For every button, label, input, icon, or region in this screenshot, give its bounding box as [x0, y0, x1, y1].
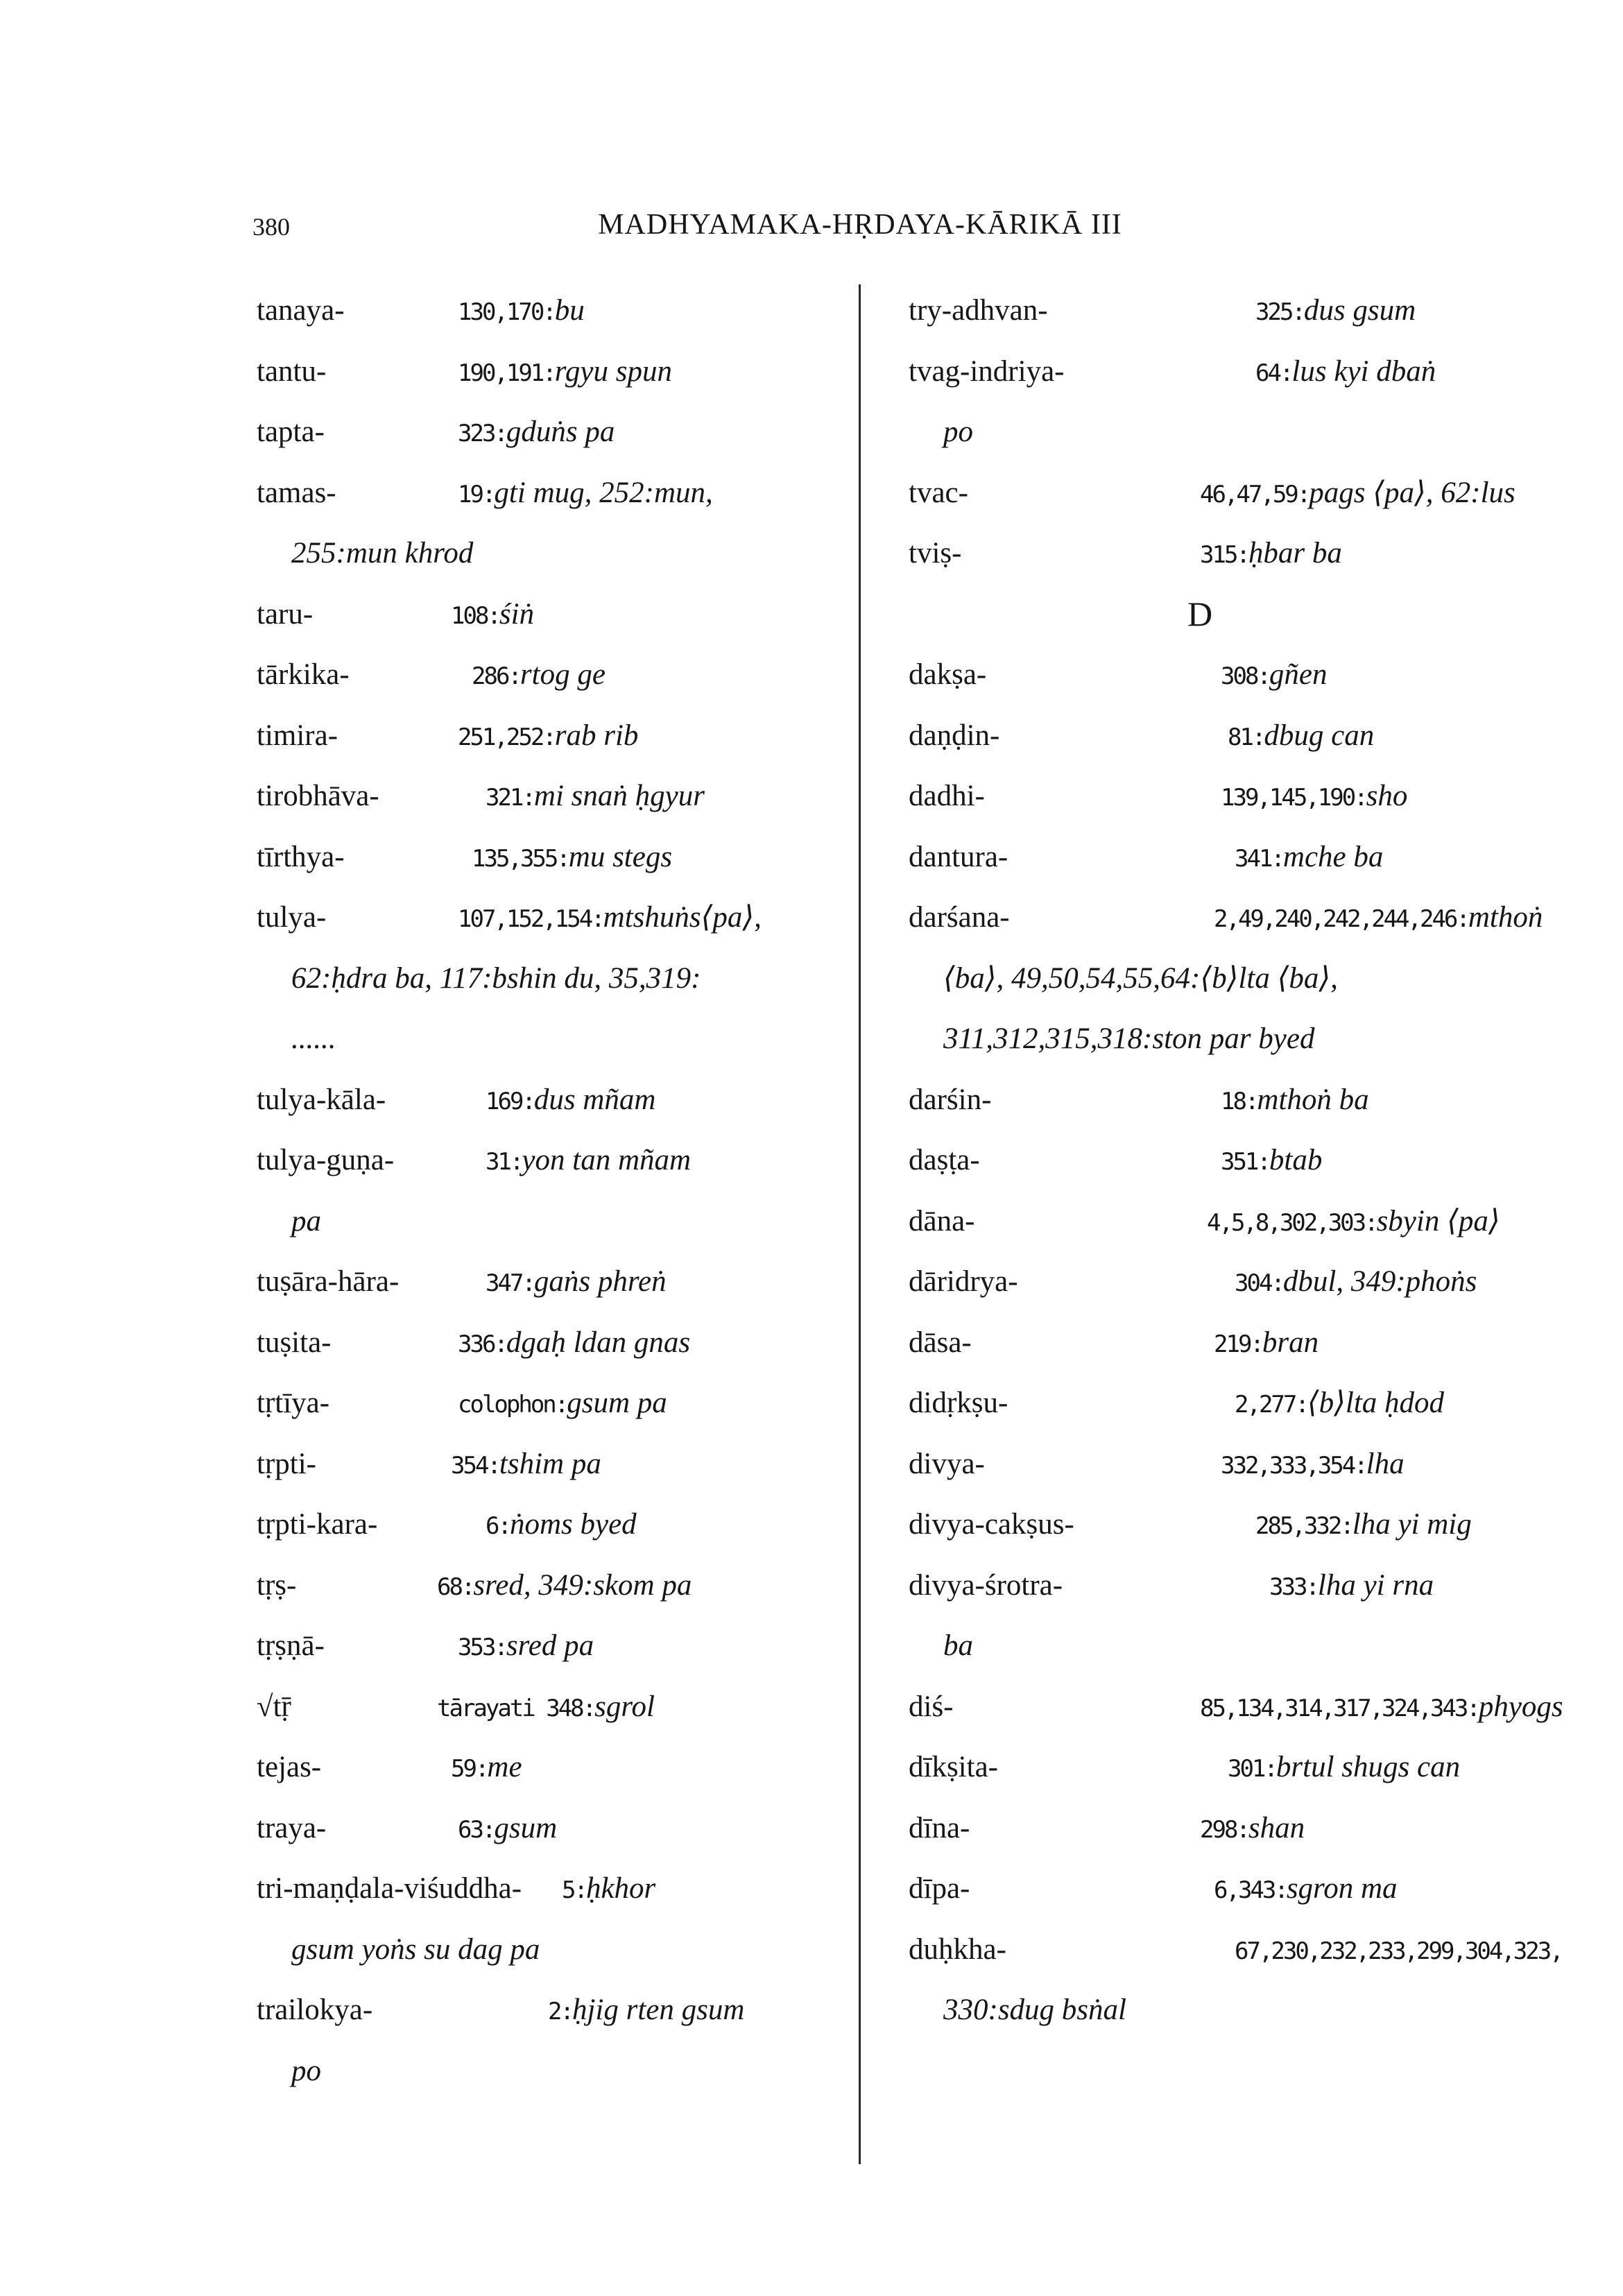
index-entry [902, 1677, 1563, 1738]
tibetan-equivalent: śiṅ [499, 597, 535, 631]
reference-group [451, 1737, 522, 1800]
verse-numbers: 108: [451, 601, 499, 630]
verse-numbers: 139,145,190: [1221, 784, 1366, 812]
entry-continuation [250, 1009, 846, 1070]
index-entry [250, 1312, 846, 1373]
reference-group [458, 1616, 594, 1679]
verse-numbers: 321: [486, 784, 534, 812]
tibetan-equivalent: bu [554, 294, 585, 327]
tibetan-equivalent: ⟨b⟩lta ḥdod [1307, 1387, 1445, 1419]
verse-numbers: tārayati 348: [437, 1694, 595, 1722]
tibetan-equivalent: gsum [494, 1811, 558, 1844]
index-entry [250, 766, 846, 827]
index-entry [250, 584, 846, 645]
index-entry [902, 1555, 1498, 1616]
verse-numbers: 325: [1255, 298, 1304, 326]
tibetan-equivalent: mthoṅ ba [1257, 1083, 1369, 1116]
index-entry [902, 1070, 1498, 1131]
entry-continuation [250, 523, 846, 584]
reference-group [1214, 1312, 1319, 1376]
verse-numbers: 59: [451, 1755, 488, 1783]
verse-numbers: 304: [1235, 1269, 1283, 1297]
verse-numbers: 286: [472, 662, 520, 690]
verse-numbers: 85,134,314,317,324,343: [1200, 1694, 1479, 1722]
tibetan-equivalent: shan [1248, 1811, 1305, 1844]
left-column [250, 280, 846, 2101]
reference-group [1235, 1373, 1444, 1436]
verse-numbers: 19: [458, 480, 495, 508]
sanskrit-term: duḥkha- [909, 1933, 1006, 1966]
index-entry [902, 1434, 1498, 1495]
verse-numbers: 353: [458, 1634, 506, 1661]
verse-numbers: 285,332: [1255, 1512, 1352, 1540]
index-entry [902, 1312, 1498, 1373]
index-entry [250, 1251, 846, 1312]
reference-group [458, 463, 713, 526]
verse-numbers: 63: [458, 1815, 495, 1844]
index-entry [250, 1858, 846, 1919]
reference-group [1221, 644, 1327, 708]
verse-numbers: 107,152,154: [458, 905, 603, 933]
index-entry [902, 1919, 1562, 1980]
index-entry [250, 1070, 846, 1131]
sanskrit-term: traya- [257, 1811, 327, 1844]
tibetan-equivalent: dbul, 349:phoṅs [1282, 1265, 1477, 1298]
tibetan-equivalent: sgron ma [1286, 1872, 1398, 1905]
reference-group [1200, 1798, 1305, 1861]
entry-continuation [250, 1919, 846, 1980]
reference-group [486, 1494, 637, 1557]
index-entry [250, 463, 846, 524]
tibetan-equivalent: rab rib [554, 719, 639, 752]
index-entry [902, 1798, 1498, 1859]
tibetan-equivalent: btab [1269, 1144, 1323, 1176]
tibetan-equivalent: pags ⟨pa⟩, 62:lus [1309, 476, 1515, 509]
sanskrit-term: dakṣa- [909, 658, 987, 691]
verse-numbers: 67,230,232,233,299,304,323, [1235, 1937, 1562, 1965]
reference-group [1255, 1494, 1472, 1557]
tibetan-equivalent: ṅoms byed [509, 1508, 637, 1541]
reference-group [1200, 1677, 1563, 1740]
sanskrit-term: tejas- [257, 1751, 322, 1783]
sanskrit-term: diś- [909, 1690, 954, 1723]
verse-numbers: 333: [1269, 1573, 1318, 1601]
entry-continuation [250, 2041, 846, 2102]
sanskrit-term: tṛtīya- [257, 1387, 330, 1419]
reference-group [1228, 1737, 1460, 1800]
index-entry [250, 1616, 846, 1677]
sanskrit-term: divya-śrotra- [909, 1568, 1063, 1602]
sanskrit-term: dadhi- [909, 780, 985, 812]
entry-continuation [902, 1980, 1498, 2041]
reference-group [548, 1980, 744, 2043]
index-entry [250, 827, 846, 888]
continuation-text: ⟨ba⟩, 49,50,54,55,64:⟨b⟩lta ⟨ba⟩, [943, 961, 1338, 995]
section-heading: D [1187, 594, 1213, 633]
verse-numbers: 190,191: [458, 359, 555, 387]
reference-group [1207, 1191, 1500, 1254]
tibetan-equivalent: mthoṅ [1468, 901, 1543, 934]
reference-group [437, 1677, 655, 1740]
tibetan-equivalent: tshim pa [499, 1447, 601, 1480]
verse-numbers: 5: [562, 1876, 586, 1904]
index-entry [250, 1555, 846, 1616]
verse-numbers: 31: [486, 1148, 522, 1176]
tibetan-equivalent: yon tan mñam [522, 1144, 692, 1176]
page-header [0, 208, 1623, 250]
running-head: MADHYAMAKA-HṚDAYA-KĀRIKĀ III [598, 209, 1122, 241]
verse-numbers: 130,170: [458, 298, 555, 326]
tibetan-equivalent: rtog ge [519, 658, 606, 691]
tibetan-equivalent: gñen [1269, 658, 1328, 691]
reference-group [1235, 827, 1383, 890]
page-number: 380 [252, 213, 290, 241]
verse-numbers: 298: [1200, 1815, 1248, 1844]
verse-numbers: 323: [458, 420, 506, 447]
verse-numbers: 4,5,8,302,303: [1207, 1208, 1377, 1237]
tibetan-equivalent: sho [1366, 780, 1408, 812]
reference-group [1255, 341, 1436, 404]
reference-group [458, 402, 615, 465]
reference-group [1221, 766, 1407, 829]
verse-numbers: 347: [486, 1269, 534, 1297]
entry-continuation [902, 402, 1498, 463]
tibetan-equivalent: ḥjig rten gsum [572, 1994, 745, 2026]
verse-numbers: 354: [451, 1451, 499, 1480]
sanskrit-term: tvac- [909, 476, 968, 509]
sanskrit-term: daṣṭa- [909, 1144, 980, 1176]
reference-group [1214, 1858, 1398, 1921]
reference-group [458, 280, 585, 343]
tibetan-equivalent: mtshuṅs⟨pa⟩, [603, 901, 762, 934]
sanskrit-term: dāsa- [909, 1326, 972, 1359]
sanskrit-term: tanaya- [257, 294, 345, 327]
continuation-text: 255:mun khrod [291, 537, 474, 569]
entry-continuation [250, 1191, 846, 1252]
sanskrit-term: tulya- [257, 901, 327, 934]
continuation-text: pa [291, 1204, 321, 1237]
tibetan-equivalent: lha yi mig [1352, 1508, 1472, 1541]
reference-group [562, 1858, 655, 1921]
verse-numbers: 308: [1221, 662, 1269, 690]
sanskrit-term: dīpa- [909, 1872, 970, 1905]
sanskrit-term: tīrthya- [257, 840, 345, 873]
reference-group [451, 1434, 601, 1497]
tibetan-equivalent: mu stegs [568, 840, 673, 873]
index-entry [902, 1373, 1498, 1434]
sanskrit-term: tirobhāva- [257, 780, 379, 812]
index-entry [902, 1251, 1498, 1312]
reference-group [451, 584, 534, 647]
verse-numbers: 332,333,354: [1221, 1451, 1366, 1480]
reference-group [486, 766, 705, 829]
reference-group [1269, 1555, 1434, 1618]
sanskrit-term: divya-cakṣus- [909, 1508, 1074, 1541]
tibetan-equivalent: dus gsum [1303, 294, 1416, 327]
entry-continuation [902, 1009, 1498, 1070]
continuation-text: ...... [291, 1022, 336, 1055]
verse-numbers: 2: [548, 1998, 572, 2025]
index-entry [250, 280, 846, 341]
tibetan-equivalent: mi snaṅ ḥgyur [533, 780, 705, 812]
reference-group [458, 1373, 667, 1436]
sanskrit-term: trailokya- [257, 1994, 373, 2026]
reference-group [1235, 1919, 1562, 1982]
entry-continuation [250, 948, 846, 1009]
tibetan-equivalent: phyogs [1478, 1690, 1563, 1723]
verse-numbers: 2,49,240,242,244,246: [1214, 905, 1468, 933]
index-entry [250, 705, 846, 766]
reference-group [1200, 523, 1342, 586]
verse-numbers: 169: [486, 1087, 534, 1115]
sanskrit-term: tṛpti- [257, 1447, 316, 1480]
tibetan-equivalent: rgyu spun [554, 354, 672, 388]
sanskrit-term: darśin- [909, 1083, 992, 1116]
tibetan-equivalent: lus kyi dbaṅ [1291, 354, 1436, 388]
sanskrit-term: dāna- [909, 1204, 975, 1237]
index-entry [902, 1737, 1498, 1798]
sanskrit-term: dantura- [909, 840, 1008, 873]
sanskrit-term: divya- [909, 1447, 985, 1480]
continuation-text: 62:ḥdra ba, 117:bshin du, 35,319: [291, 961, 701, 995]
tibetan-equivalent: dgaḥ ldan gnas [506, 1326, 691, 1359]
verse-numbers: 251,252: [458, 723, 555, 751]
index-entry [250, 341, 846, 402]
sanskrit-term: tulya-kāla- [257, 1083, 386, 1116]
sanskrit-term: tri-maṇḍala-viśuddha- [257, 1872, 522, 1905]
verse-numbers: 219: [1214, 1330, 1262, 1358]
verse-numbers: 336: [458, 1330, 506, 1358]
index-entry [902, 887, 1543, 948]
tibetan-equivalent: bran [1262, 1326, 1319, 1359]
verse-numbers: 68: [437, 1573, 474, 1601]
index-entry [250, 1434, 846, 1495]
verse-numbers: 6: [486, 1512, 510, 1540]
tibetan-equivalent: brtul shugs can [1276, 1751, 1461, 1783]
verse-numbers: 135,355: [472, 844, 569, 873]
tibetan-equivalent: sgrol [594, 1690, 655, 1723]
right-column [902, 280, 1563, 2041]
tibetan-equivalent: gsum pa [567, 1387, 667, 1419]
continuation-text: gsum yoṅs su dag pa [291, 1933, 540, 1966]
reference-group [1235, 1251, 1477, 1314]
sanskrit-term: tapta- [257, 415, 325, 448]
index-entry [250, 1130, 846, 1191]
tibetan-equivalent: mche ba [1282, 840, 1384, 873]
index-entry [902, 644, 1498, 705]
reference-group [458, 705, 638, 769]
sanskrit-term: dīkṣita- [909, 1751, 998, 1783]
verse-numbers: 351: [1221, 1148, 1269, 1176]
index-entry [902, 280, 1498, 341]
index-entry [902, 766, 1498, 827]
reference-group [486, 1130, 691, 1193]
verse-numbers: 301: [1228, 1755, 1276, 1783]
sanskrit-term: tārkika- [257, 658, 350, 691]
verse-numbers: 2,277: [1235, 1391, 1307, 1419]
reference-group [437, 1555, 692, 1618]
verse-numbers: 341: [1235, 844, 1283, 873]
sanskrit-term: tuṣita- [257, 1326, 332, 1359]
sanskrit-term: tantu- [257, 354, 327, 388]
index-entry [250, 1798, 846, 1859]
reference-group [472, 644, 606, 708]
index-entry [902, 1191, 1498, 1252]
reference-group [472, 827, 672, 890]
reference-group [1255, 280, 1416, 343]
reference-group [458, 1798, 557, 1861]
reference-group [1200, 463, 1515, 526]
tibetan-equivalent: lha yi rna [1317, 1568, 1434, 1602]
index-entry [902, 523, 1498, 584]
index-entry [250, 1980, 846, 2041]
index-entry [902, 1494, 1498, 1555]
reference-group [458, 341, 672, 404]
sanskrit-term: tuṣāra-hāra- [257, 1265, 400, 1298]
column-divider [859, 284, 861, 2164]
continuation-text: 311,312,315,318:ston par byed [943, 1022, 1315, 1055]
tibetan-equivalent: me [487, 1751, 522, 1783]
reference-group [1221, 1070, 1369, 1133]
verse-numbers: 315: [1200, 541, 1248, 569]
reference-group [486, 1251, 667, 1314]
index-entry [902, 1130, 1498, 1191]
verse-numbers: 46,47,59: [1200, 480, 1309, 508]
sanskrit-term: tṛṣṇā- [257, 1629, 325, 1662]
tibetan-equivalent: gaṅs phreṅ [533, 1265, 667, 1298]
sanskrit-term: dāridrya- [909, 1265, 1018, 1298]
index-entry [250, 1737, 846, 1798]
verse-numbers: 18: [1221, 1087, 1257, 1115]
index-entry [902, 827, 1498, 888]
verse-numbers: colophon: [458, 1391, 567, 1419]
sanskrit-term: dīna- [909, 1811, 970, 1844]
continuation-text: po [291, 2054, 321, 2087]
verse-numbers: 6,343: [1214, 1876, 1287, 1904]
entry-continuation [902, 1616, 1498, 1677]
reference-group [1221, 1130, 1322, 1193]
continuation-text: ba [943, 1629, 973, 1662]
index-entry [250, 887, 846, 948]
sanskrit-term: tvag-indriya- [909, 354, 1065, 388]
index-entry [250, 402, 846, 463]
reference-group [458, 887, 762, 950]
index-entry [250, 644, 846, 705]
reference-group [1228, 705, 1374, 769]
index-entry [250, 1494, 846, 1555]
reference-group [1221, 1434, 1405, 1497]
continuation-text: po [943, 415, 973, 448]
sanskrit-term: didṛkṣu- [909, 1387, 1008, 1419]
tibetan-equivalent: lha [1366, 1447, 1405, 1480]
tibetan-equivalent: dbug can [1264, 719, 1375, 752]
tibetan-equivalent: gti mug, 252:mun, [494, 476, 713, 509]
sanskrit-term: darśana- [909, 901, 1010, 934]
tibetan-equivalent: dus mñam [533, 1083, 656, 1116]
tibetan-equivalent: sbyin ⟨pa⟩ [1376, 1204, 1500, 1237]
sanskrit-term: try-adhvan- [909, 294, 1048, 327]
sanskrit-term: timira- [257, 719, 338, 752]
reference-group [486, 1070, 655, 1133]
sanskrit-term: taru- [257, 597, 314, 631]
sanskrit-term: tṛṣ- [257, 1568, 297, 1602]
entry-continuation [902, 948, 1498, 1009]
sanskrit-term: tviṣ- [909, 537, 962, 569]
tibetan-equivalent: ḥkhor [585, 1872, 656, 1905]
sanskrit-term: tamas- [257, 476, 336, 509]
sanskrit-term: √tṝ [257, 1690, 291, 1723]
sanskrit-term: daṇḍin- [909, 719, 1000, 752]
index-entry [902, 1858, 1498, 1919]
verse-numbers: 81: [1228, 723, 1264, 751]
tibetan-equivalent: sred, 349:skom pa [473, 1568, 692, 1602]
reference-group [458, 1312, 690, 1376]
reference-group [1214, 887, 1543, 950]
tibetan-equivalent: sred pa [506, 1629, 594, 1662]
index-entry [902, 705, 1498, 766]
index-entry [250, 1373, 846, 1434]
sanskrit-term: tulya-guṇa- [257, 1144, 395, 1176]
index-entry [250, 1677, 846, 1738]
tibetan-equivalent: gduṅs pa [506, 415, 615, 448]
index-entry [902, 463, 1515, 524]
index-entry [902, 341, 1498, 402]
verse-numbers: 64: [1255, 359, 1292, 387]
continuation-text: 330:sdug bsṅal [943, 1994, 1126, 2026]
tibetan-equivalent: ḥbar ba [1248, 537, 1342, 569]
sanskrit-term: tṛpti-kara- [257, 1508, 378, 1541]
